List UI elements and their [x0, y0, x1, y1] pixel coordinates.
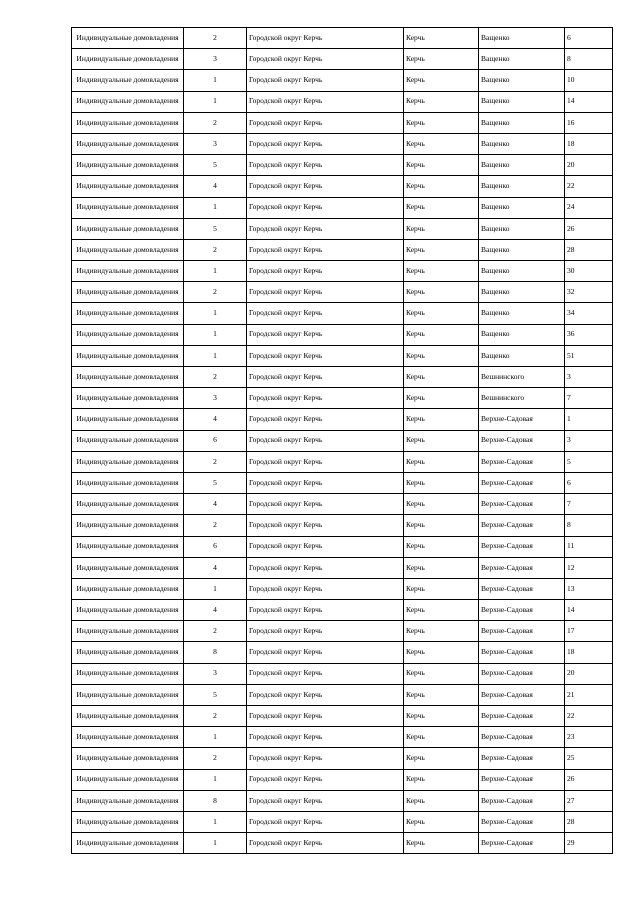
table-row: [72, 28, 613, 49]
cell-quantity: 1: [184, 197, 247, 218]
cell-quantity: 2: [184, 28, 247, 49]
cell-quantity: 1: [184, 261, 247, 282]
cell-building-type: Индивидуальные домовладения: [72, 176, 184, 197]
cell-quantity: 4: [184, 494, 247, 515]
cell-house-number: 28: [565, 239, 613, 260]
cell-district: Городской округ Керчь: [247, 642, 404, 663]
table-row: [72, 833, 613, 854]
cell-city: Керчь: [404, 833, 479, 854]
table-row: [72, 112, 613, 133]
cell-house-number: 28: [565, 811, 613, 832]
cell-quantity: 1: [184, 578, 247, 599]
cell-house-number: 27: [565, 790, 613, 811]
cell-street: Вешнинского: [479, 367, 565, 388]
cell-street: Ващенко: [479, 324, 565, 345]
address-table: [71, 27, 613, 854]
cell-quantity: 8: [184, 642, 247, 663]
table-row: [72, 451, 613, 472]
cell-building-type: Индивидуальные домовладения: [72, 367, 184, 388]
cell-district: Городской округ Керчь: [247, 112, 404, 133]
table-row: [72, 430, 613, 451]
cell-house-number: 10: [565, 70, 613, 91]
cell-house-number: 18: [565, 642, 613, 663]
cell-house-number: 34: [565, 303, 613, 324]
cell-city: Керчь: [404, 345, 479, 366]
cell-house-number: 7: [565, 388, 613, 409]
table-row: [72, 176, 613, 197]
cell-quantity: 1: [184, 811, 247, 832]
cell-district: Городской округ Керчь: [247, 494, 404, 515]
cell-city: Керчь: [404, 261, 479, 282]
cell-street: Верхне-Садовая: [479, 790, 565, 811]
cell-street: Ващенко: [479, 112, 565, 133]
cell-building-type: Индивидуальные домовладения: [72, 600, 184, 621]
cell-building-type: Индивидуальные домовладения: [72, 472, 184, 493]
cell-building-type: Индивидуальные домовладения: [72, 28, 184, 49]
cell-house-number: 51: [565, 345, 613, 366]
cell-city: Керчь: [404, 494, 479, 515]
cell-building-type: Индивидуальные домовладения: [72, 811, 184, 832]
cell-street: Верхне-Садовая: [479, 748, 565, 769]
cell-building-type: Индивидуальные домовладения: [72, 833, 184, 854]
cell-city: Керчь: [404, 70, 479, 91]
cell-district: Городской округ Керчь: [247, 367, 404, 388]
cell-quantity: 2: [184, 515, 247, 536]
cell-street: Верхне-Садовая: [479, 557, 565, 578]
cell-quantity: 1: [184, 727, 247, 748]
cell-street: Ващенко: [479, 303, 565, 324]
cell-district: Городской округ Керчь: [247, 197, 404, 218]
cell-quantity: 2: [184, 367, 247, 388]
cell-quantity: 1: [184, 70, 247, 91]
cell-street: Ващенко: [479, 155, 565, 176]
cell-street: Верхне-Садовая: [479, 578, 565, 599]
cell-quantity: 2: [184, 112, 247, 133]
cell-house-number: 20: [565, 155, 613, 176]
cell-district: Городской округ Керчь: [247, 218, 404, 239]
table-row: [72, 282, 613, 303]
cell-quantity: 2: [184, 621, 247, 642]
cell-district: Городской округ Керчь: [247, 324, 404, 345]
cell-house-number: 11: [565, 536, 613, 557]
cell-street: Верхне-Садовая: [479, 494, 565, 515]
cell-house-number: 30: [565, 261, 613, 282]
cell-house-number: 14: [565, 91, 613, 112]
cell-district: Городской округ Керчь: [247, 811, 404, 832]
cell-city: Керчь: [404, 282, 479, 303]
table-row: [72, 748, 613, 769]
cell-building-type: Индивидуальные домовладения: [72, 218, 184, 239]
cell-city: Керчь: [404, 197, 479, 218]
cell-quantity: 2: [184, 451, 247, 472]
table-row: [72, 303, 613, 324]
table-row: [72, 324, 613, 345]
cell-city: Керчь: [404, 155, 479, 176]
cell-building-type: Индивидуальные домовладения: [72, 663, 184, 684]
cell-quantity: 1: [184, 833, 247, 854]
cell-house-number: 17: [565, 621, 613, 642]
cell-street: Ващенко: [479, 176, 565, 197]
cell-city: Керчь: [404, 451, 479, 472]
cell-city: Керчь: [404, 472, 479, 493]
cell-building-type: Индивидуальные домовладения: [72, 706, 184, 727]
table-row: [72, 345, 613, 366]
table-row: [72, 472, 613, 493]
cell-street: Ващенко: [479, 345, 565, 366]
cell-city: Керчь: [404, 430, 479, 451]
cell-quantity: 2: [184, 239, 247, 260]
cell-house-number: 12: [565, 557, 613, 578]
cell-house-number: 3: [565, 430, 613, 451]
cell-quantity: 3: [184, 663, 247, 684]
cell-district: Городской округ Керчь: [247, 409, 404, 430]
cell-quantity: 2: [184, 748, 247, 769]
cell-city: Керчь: [404, 324, 479, 345]
cell-building-type: Индивидуальные домовладения: [72, 239, 184, 260]
cell-district: Городской округ Керчь: [247, 388, 404, 409]
table-row: [72, 811, 613, 832]
cell-street: Ващенко: [479, 133, 565, 154]
cell-district: Городской округ Керчь: [247, 769, 404, 790]
cell-street: Верхне-Садовая: [479, 472, 565, 493]
table-row: [72, 600, 613, 621]
cell-quantity: 1: [184, 769, 247, 790]
cell-house-number: 21: [565, 684, 613, 705]
cell-district: Городской округ Керчь: [247, 261, 404, 282]
table-row: [72, 70, 613, 91]
cell-house-number: 26: [565, 218, 613, 239]
cell-street: Верхне-Садовая: [479, 706, 565, 727]
cell-street: Верхне-Садовая: [479, 727, 565, 748]
cell-city: Керчь: [404, 239, 479, 260]
cell-street: Ващенко: [479, 70, 565, 91]
cell-quantity: 6: [184, 536, 247, 557]
cell-street: Ващенко: [479, 49, 565, 70]
cell-street: Верхне-Садовая: [479, 769, 565, 790]
cell-house-number: 8: [565, 49, 613, 70]
cell-street: Верхне-Садовая: [479, 663, 565, 684]
cell-quantity: 5: [184, 472, 247, 493]
cell-district: Городской округ Керчь: [247, 430, 404, 451]
cell-quantity: 1: [184, 91, 247, 112]
table-row: [72, 706, 613, 727]
cell-quantity: 6: [184, 430, 247, 451]
cell-city: Керчь: [404, 49, 479, 70]
cell-building-type: Индивидуальные домовладения: [72, 155, 184, 176]
cell-house-number: 6: [565, 28, 613, 49]
cell-street: Верхне-Садовая: [479, 811, 565, 832]
table-row: [72, 409, 613, 430]
cell-building-type: Индивидуальные домовладения: [72, 642, 184, 663]
cell-district: Городской округ Керчь: [247, 621, 404, 642]
cell-quantity: 5: [184, 218, 247, 239]
cell-city: Керчь: [404, 790, 479, 811]
cell-district: Городской округ Керчь: [247, 176, 404, 197]
cell-house-number: 1: [565, 409, 613, 430]
cell-district: Городской округ Керчь: [247, 472, 404, 493]
cell-building-type: Индивидуальные домовладения: [72, 112, 184, 133]
cell-building-type: Индивидуальные домовладения: [72, 324, 184, 345]
table-row: [72, 536, 613, 557]
cell-house-number: 16: [565, 112, 613, 133]
cell-house-number: 32: [565, 282, 613, 303]
cell-city: Керчь: [404, 557, 479, 578]
cell-building-type: Индивидуальные домовладения: [72, 515, 184, 536]
table-row: [72, 197, 613, 218]
cell-street: Ващенко: [479, 218, 565, 239]
cell-street: Ващенко: [479, 28, 565, 49]
cell-house-number: 13: [565, 578, 613, 599]
table-row: [72, 727, 613, 748]
cell-city: Керчь: [404, 303, 479, 324]
cell-street: Верхне-Садовая: [479, 536, 565, 557]
cell-building-type: Индивидуальные домовладения: [72, 621, 184, 642]
cell-city: Керчь: [404, 91, 479, 112]
cell-city: Керчь: [404, 706, 479, 727]
table-row: [72, 155, 613, 176]
cell-city: Керчь: [404, 176, 479, 197]
cell-building-type: Индивидуальные домовладения: [72, 769, 184, 790]
cell-city: Керчь: [404, 218, 479, 239]
cell-city: Керчь: [404, 811, 479, 832]
cell-quantity: 4: [184, 176, 247, 197]
cell-house-number: 29: [565, 833, 613, 854]
table-row: [72, 388, 613, 409]
cell-street: Верхне-Садовая: [479, 451, 565, 472]
cell-house-number: 22: [565, 706, 613, 727]
cell-district: Городской округ Керчь: [247, 600, 404, 621]
cell-city: Керчь: [404, 578, 479, 599]
cell-quantity: 2: [184, 282, 247, 303]
cell-district: Городской округ Керчь: [247, 28, 404, 49]
cell-district: Городской округ Керчь: [247, 790, 404, 811]
cell-district: Городской округ Керчь: [247, 748, 404, 769]
cell-street: Ващенко: [479, 261, 565, 282]
cell-city: Керчь: [404, 388, 479, 409]
cell-building-type: Индивидуальные домовладения: [72, 70, 184, 91]
table-row: [72, 621, 613, 642]
table-row: [72, 91, 613, 112]
cell-district: Городской округ Керчь: [247, 578, 404, 599]
cell-quantity: 5: [184, 684, 247, 705]
table-row: [72, 261, 613, 282]
cell-district: Городской округ Керчь: [247, 70, 404, 91]
cell-building-type: Индивидуальные домовладения: [72, 748, 184, 769]
table-row: [72, 133, 613, 154]
cell-city: Керчь: [404, 536, 479, 557]
cell-house-number: 7: [565, 494, 613, 515]
cell-city: Керчь: [404, 748, 479, 769]
table-row: [72, 515, 613, 536]
cell-district: Городской округ Керчь: [247, 833, 404, 854]
cell-city: Керчь: [404, 133, 479, 154]
cell-city: Керчь: [404, 769, 479, 790]
cell-street: Ващенко: [479, 91, 565, 112]
cell-district: Городской округ Керчь: [247, 345, 404, 366]
cell-building-type: Индивидуальные домовладения: [72, 261, 184, 282]
cell-district: Городской округ Керчь: [247, 451, 404, 472]
cell-quantity: 1: [184, 324, 247, 345]
cell-house-number: 26: [565, 769, 613, 790]
cell-city: Керчь: [404, 28, 479, 49]
cell-quantity: 5: [184, 155, 247, 176]
cell-district: Городской округ Керчь: [247, 557, 404, 578]
table-row: [72, 642, 613, 663]
cell-building-type: Индивидуальные домовладения: [72, 578, 184, 599]
cell-house-number: 25: [565, 748, 613, 769]
cell-district: Городской округ Керчь: [247, 49, 404, 70]
cell-building-type: Индивидуальные домовладения: [72, 133, 184, 154]
table-row: [72, 239, 613, 260]
cell-street: Верхне-Садовая: [479, 600, 565, 621]
cell-street: Вешнинского: [479, 388, 565, 409]
cell-district: Городской округ Керчь: [247, 303, 404, 324]
cell-house-number: 18: [565, 133, 613, 154]
table-row: [72, 494, 613, 515]
cell-quantity: 3: [184, 388, 247, 409]
cell-building-type: Индивидуальные домовладения: [72, 388, 184, 409]
cell-district: Городской округ Керчь: [247, 663, 404, 684]
table-row: [72, 790, 613, 811]
table-row: [72, 367, 613, 388]
cell-building-type: Индивидуальные домовладения: [72, 91, 184, 112]
cell-city: Керчь: [404, 727, 479, 748]
cell-building-type: Индивидуальные домовладения: [72, 197, 184, 218]
cell-city: Керчь: [404, 409, 479, 430]
table-row: [72, 557, 613, 578]
table-row: [72, 218, 613, 239]
cell-house-number: 8: [565, 515, 613, 536]
cell-house-number: 6: [565, 472, 613, 493]
cell-building-type: Индивидуальные домовладения: [72, 282, 184, 303]
cell-district: Городской округ Керчь: [247, 155, 404, 176]
table-row: [72, 578, 613, 599]
cell-district: Городской округ Керчь: [247, 706, 404, 727]
cell-quantity: 8: [184, 790, 247, 811]
cell-building-type: Индивидуальные домовладения: [72, 557, 184, 578]
cell-house-number: 3: [565, 367, 613, 388]
cell-building-type: Индивидуальные домовладения: [72, 303, 184, 324]
cell-house-number: 5: [565, 451, 613, 472]
cell-house-number: 20: [565, 663, 613, 684]
table-row: [72, 663, 613, 684]
cell-building-type: Индивидуальные домовладения: [72, 345, 184, 366]
cell-city: Керчь: [404, 663, 479, 684]
cell-building-type: Индивидуальные домовладения: [72, 430, 184, 451]
cell-city: Керчь: [404, 112, 479, 133]
cell-quantity: 3: [184, 133, 247, 154]
cell-district: Городской округ Керчь: [247, 239, 404, 260]
table-row: [72, 684, 613, 705]
cell-quantity: 1: [184, 345, 247, 366]
cell-quantity: 4: [184, 557, 247, 578]
cell-city: Керчь: [404, 600, 479, 621]
cell-house-number: 24: [565, 197, 613, 218]
cell-building-type: Индивидуальные домовладения: [72, 727, 184, 748]
cell-quantity: 3: [184, 49, 247, 70]
cell-building-type: Индивидуальные домовладения: [72, 536, 184, 557]
cell-street: Верхне-Садовая: [479, 621, 565, 642]
cell-building-type: Индивидуальные домовладения: [72, 451, 184, 472]
cell-building-type: Индивидуальные домовладения: [72, 49, 184, 70]
cell-building-type: Индивидуальные домовладения: [72, 790, 184, 811]
cell-quantity: 4: [184, 409, 247, 430]
cell-district: Городской округ Керчь: [247, 133, 404, 154]
cell-house-number: 23: [565, 727, 613, 748]
cell-street: Ващенко: [479, 282, 565, 303]
cell-city: Керчь: [404, 642, 479, 663]
cell-city: Керчь: [404, 621, 479, 642]
cell-street: Верхне-Садовая: [479, 515, 565, 536]
cell-street: Ващенко: [479, 197, 565, 218]
cell-street: Верхне-Садовая: [479, 409, 565, 430]
cell-house-number: 14: [565, 600, 613, 621]
cell-street: Верхне-Садовая: [479, 684, 565, 705]
cell-district: Городской округ Керчь: [247, 727, 404, 748]
cell-street: Ващенко: [479, 239, 565, 260]
cell-district: Городской округ Керчь: [247, 684, 404, 705]
cell-street: Верхне-Садовая: [479, 833, 565, 854]
cell-building-type: Индивидуальные домовладения: [72, 684, 184, 705]
cell-street: Верхне-Садовая: [479, 642, 565, 663]
cell-building-type: Индивидуальные домовладения: [72, 409, 184, 430]
cell-house-number: 22: [565, 176, 613, 197]
cell-city: Керчь: [404, 684, 479, 705]
cell-street: Верхне-Садовая: [479, 430, 565, 451]
cell-house-number: 36: [565, 324, 613, 345]
cell-quantity: 4: [184, 600, 247, 621]
table-body: [72, 28, 613, 854]
cell-quantity: 1: [184, 303, 247, 324]
cell-district: Городской округ Керчь: [247, 282, 404, 303]
cell-quantity: 2: [184, 706, 247, 727]
cell-district: Городской округ Керчь: [247, 91, 404, 112]
cell-city: Керчь: [404, 515, 479, 536]
cell-district: Городской округ Керчь: [247, 515, 404, 536]
cell-building-type: Индивидуальные домовладения: [72, 494, 184, 515]
cell-city: Керчь: [404, 367, 479, 388]
table-row: [72, 49, 613, 70]
table-row: [72, 769, 613, 790]
cell-district: Городской округ Керчь: [247, 536, 404, 557]
